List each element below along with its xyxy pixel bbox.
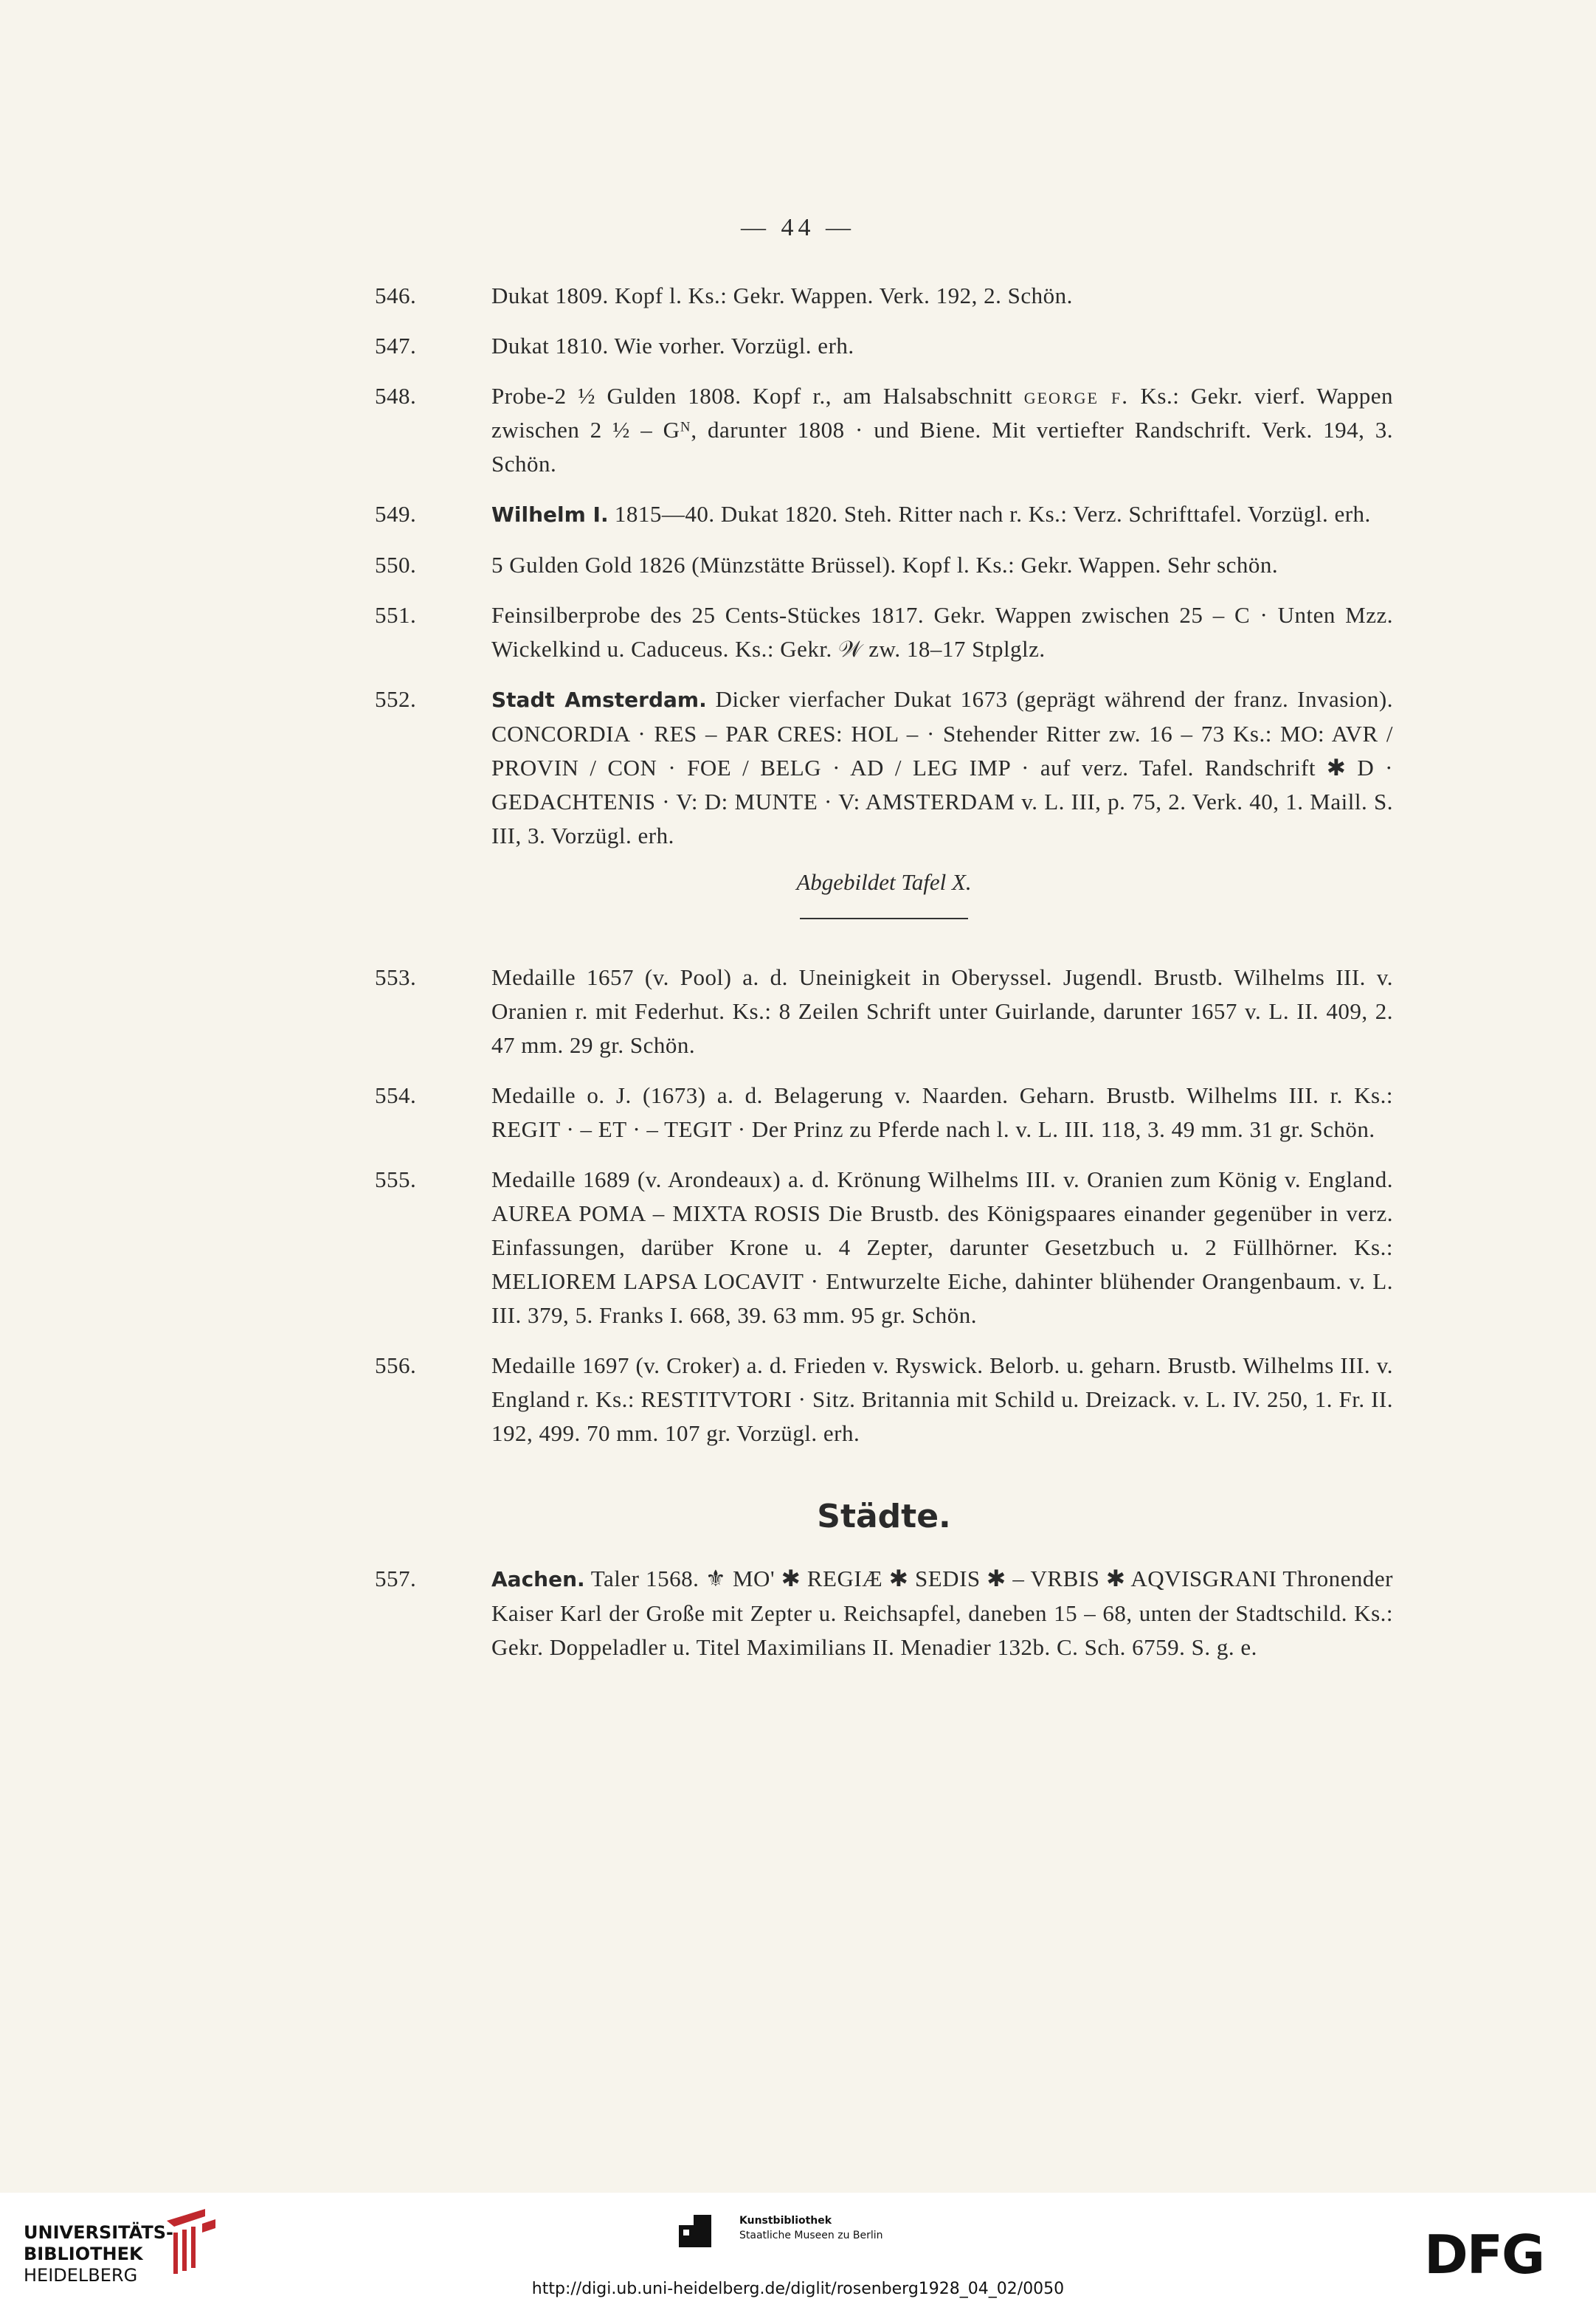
kunstbibliothek-logo <box>739 2213 883 2243</box>
entry-text: Probe-2 ½ Gulden 1808. Kopf r., am Halsabschnitt <box>491 383 1024 409</box>
entry-inscription: george f. <box>1023 383 1129 409</box>
entry-number: 546. <box>375 283 417 308</box>
entry-text: Dukat 1810. Wie vorher. Vorzügl. erh. <box>491 333 854 359</box>
entry-text: 1815—40. Dukat 1820. Steh. Ritter nach r. Ks.: Verz. Schrifttafel. Vorzügl. erh. <box>608 501 1371 527</box>
catalogue-entry <box>375 279 1393 313</box>
dfg-logo: DFG <box>1424 2224 1544 2286</box>
entry-text: 5 Gulden Gold 1826 (Münzstätte Brüssel). Kopf l. Ks.: Gekr. Wappen. Sehr schön. <box>491 552 1279 578</box>
kunstbibliothek-icon <box>679 2215 711 2247</box>
entry-number: 548. <box>375 383 417 409</box>
entry-heading: Stadt Amsterdam. <box>491 688 707 712</box>
entry-text: Medaille 1657 (v. Pool) a. d. Uneinigkeit in Oberyssel. Jugendl. Brustb. Wilhelms III. v. Oranien r. mit Federhut. Ks.: 8 Zeilen Schrift unter Guirlande, darunter 1657 v. L. II. 409, 2. 47 mm. 29 gr. Schön. <box>491 964 1393 1058</box>
logo-text-line2: BIBLIOTHEK <box>24 2244 143 2264</box>
entry-text: Medaille o. J. (1673) a. d. Belagerung v. Naarden. Geharn. Brustb. Wilhelms III. r. Ks.: REGIT · – ET · – TEGIT · Der Prinz zu Pferde nach l. v. L. III. 118, 3. 49 mm. 31 gr. Schön. <box>491 1082 1393 1142</box>
entry-number: 551. <box>375 602 417 628</box>
section-title: Städte. <box>817 1498 951 1535</box>
entry-number: 556. <box>375 1352 417 1378</box>
divider-rule <box>800 918 968 919</box>
catalogue-entry <box>375 497 1393 532</box>
catalogue-entry <box>375 682 1393 853</box>
entry-number: 550. <box>375 552 417 578</box>
entry-number: 553. <box>375 964 417 990</box>
catalogue-entry <box>375 1349 1393 1450</box>
entry-number: 554. <box>375 1082 417 1108</box>
catalogue-entry <box>375 329 1393 363</box>
entry-number: 549. <box>375 501 417 527</box>
figure-note: Abgebildet Tafel X. <box>796 869 972 895</box>
logo-text-line1: UNIVERSITÄTS- <box>24 2222 174 2243</box>
entry-text: Medaille 1697 (v. Croker) a. d. Frieden v. Ryswick. Belorb. u. geharn. Brustb. Wilhelms III. v. England r. Ks.: RESTITVTORI · Sitz. Britannia mit Schild u. Dreizack. v. L. IV. 250, 1. Fr. II. 192, 499. 70 mm. 107 gr. Vorzügl. erh. <box>491 1352 1393 1446</box>
kb-text-line2: Staatliche Museen zu Berlin <box>739 2230 883 2241</box>
entry-text: Ks.: Gekr. vierf. Wappen zwischen 2 ½ – Gᴺ, darunter 1808 · und Biene. Mit vertiefter Randschrift. Verk. 194, 3. Schön. <box>491 383 1393 477</box>
catalogue-entry <box>375 1079 1393 1147</box>
entry-number: 552. <box>375 686 417 712</box>
entry-number: 555. <box>375 1166 417 1192</box>
heidelberg-library-logo <box>24 2222 173 2286</box>
page-number: — 44 — <box>741 214 855 241</box>
entry-group-cities <box>375 1562 1393 1664</box>
entry-number: 557. <box>375 1566 417 1591</box>
entry-text: Dicker vierfacher Dukat 1673 (geprägt während der franz. Invasion). CONCORDIA · RES – PAR CRES: HOL – · Stehender Ritter zw. 16 – 73 Ks.: MO: AVR / PROVIN / CON · FOE / BELG · AD / LEG IMP · auf verz. Tafel. Randschrift ✱ D · GEDACHTENIS · V: D: MUNTE · V: AMSTERDAM v. L. III, p. 75, 2. Verk. 40, 1. Maill. S. III, 3. Vorzügl. erh. <box>491 686 1393 848</box>
entry-number: 547. <box>375 333 417 359</box>
entry-group-medals <box>375 961 1393 1450</box>
entry-heading: Aachen. <box>491 1567 585 1591</box>
logo-text-line3: HEIDELBERG <box>24 2265 138 2286</box>
kb-text-line1: Kunstbibliothek <box>739 2215 832 2227</box>
entry-text: Medaille 1689 (v. Arondeaux) a. d. Krönung Wilhelms III. v. Oranien zum König v. England. AUREA POMA – MIXTA ROSIS Die Brustb. des Königspaares einander gegenüber in verz. Einfassungen, darüber Krone u. 4 Zepter, darunter Gesetzbuch u. 2 Füllhörner. Ks.: MELIOREM LAPSA LOCAVIT · Entwurzelte Eiche, dahinter blühender Orangenbaum. v. L. III. 379, 5. Franks I. 668, 39. 63 mm. 95 gr. Schön. <box>491 1166 1393 1328</box>
catalogue-entry <box>375 1562 1393 1664</box>
footer-bar <box>0 2193 1596 2310</box>
entry-group-dutch-coins <box>375 279 1393 853</box>
catalogue-entry <box>375 1163 1393 1332</box>
entry-heading: Wilhelm I. <box>491 502 609 527</box>
entry-text: Taler 1568. ⚜ MO' ✱ REGIÆ ✱ SEDIS ✱ – VRBIS ✱ AQVISGRANI Thronender Kaiser Karl der Große mit Zepter u. Reichsapfel, daneben 15 – 68, unten der Stadtschild. Ks.: Gekr. Doppeladler u. Titel Maximilians II. Menadier 132b. C. Sch. 6759. S. g. e. <box>491 1566 1393 1660</box>
catalogue-entry <box>375 548 1393 582</box>
catalogue-entry <box>375 961 1393 1062</box>
catalogue-entry <box>375 379 1393 481</box>
catalogue-entry <box>375 598 1393 666</box>
library-mark-icon <box>161 2206 221 2277</box>
entry-text: Dukat 1809. Kopf l. Ks.: Gekr. Wappen. Verk. 192, 2. Schön. <box>491 283 1073 308</box>
entry-text: Feinsilberprobe des 25 Cents-Stückes 1817. Gekr. Wappen zwischen 25 – C · Unten Mzz. Wickelkind u. Caduceus. Ks.: Gekr. 𝒲 zw. 18–17 Stplglz. <box>491 602 1393 662</box>
source-url[interactable]: http://digi.ub.uni-heidelberg.de/diglit/rosenberg1928_04_02/0050 <box>531 2280 1065 2298</box>
catalogue-entries <box>375 279 1393 1681</box>
